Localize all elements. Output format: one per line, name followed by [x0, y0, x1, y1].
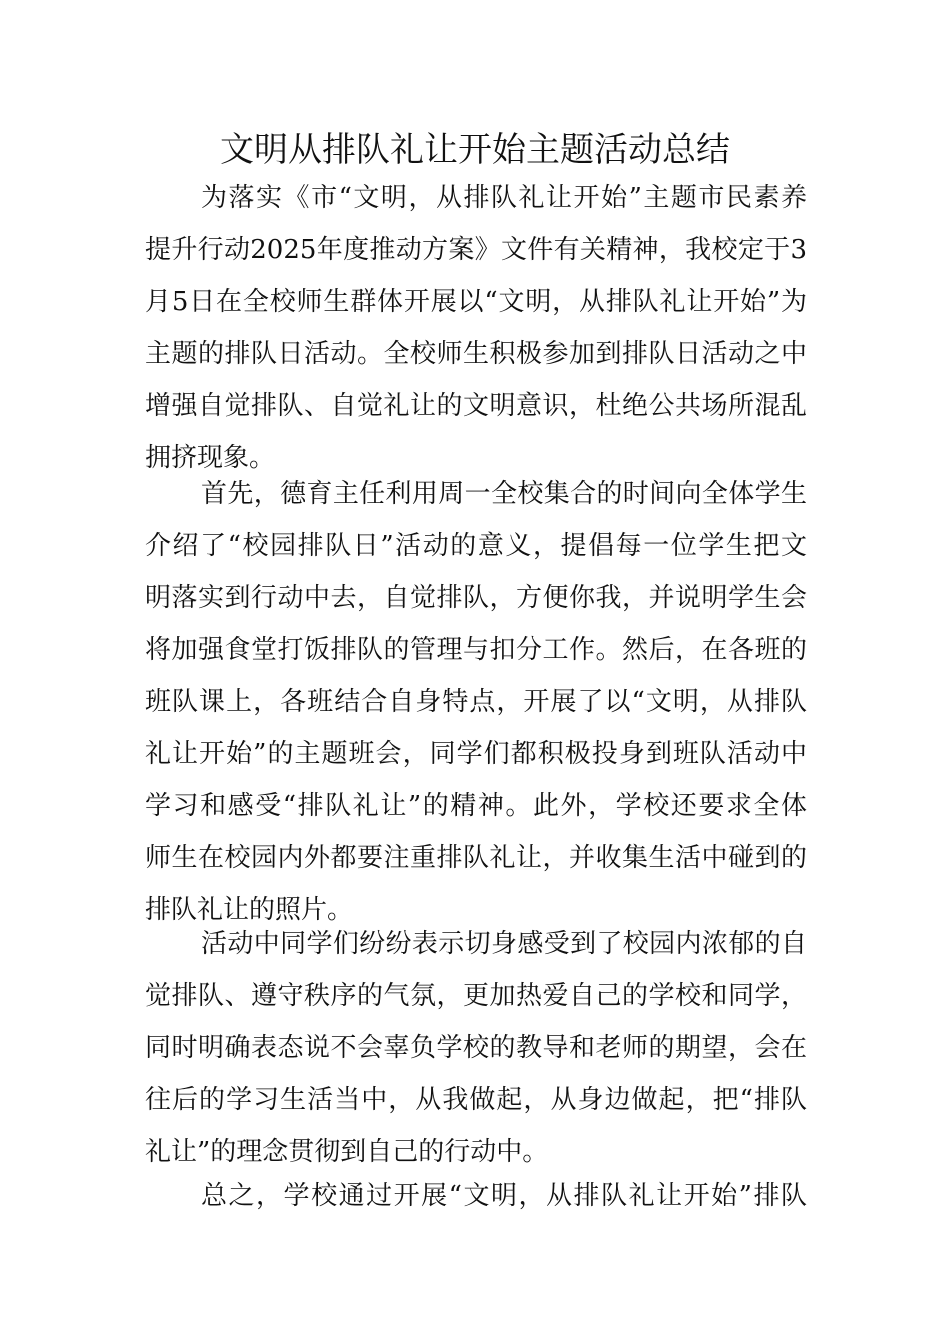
paragraph-line: 主题的排队日活动。全校师生积极参加到排队日活动之中 — [145, 339, 807, 369]
paragraph-line: 拥挤现象。 — [145, 443, 276, 473]
paragraph-line: 觉排队、遵守秩序的气氛，更加热爱自己的学校和同学， — [145, 981, 807, 1011]
paragraph-line: 为落实《市“文明，从排队礼让开始”主题市民素养 — [201, 183, 807, 213]
document-title: 文明从排队礼让开始主题活动总结 — [220, 130, 730, 170]
paragraph-line: 礼让开始”的主题班会，同学们都积极投身到班队活动中 — [145, 739, 807, 769]
paragraph-line: 同时明确表态说不会辜负学校的教导和老师的期望，会在 — [145, 1033, 807, 1063]
paragraph-line: 提升行动2025年度推动方案》文件有关精神，我校定于3 — [145, 235, 807, 265]
paragraph-line: 学习和感受“排队礼让”的精神。此外，学校还要求全体 — [145, 791, 807, 821]
paragraph-line: 排队礼让的照片。 — [145, 895, 354, 925]
paragraph-line: 师生在校园内外都要注重排队礼让，并收集生活中碰到的 — [145, 843, 807, 873]
paragraph-line: 介绍了“校园排队日”活动的意义，提倡每一位学生把文 — [145, 531, 807, 561]
paragraph-line: 活动中同学们纷纷表示切身感受到了校园内浓郁的自 — [201, 929, 807, 959]
paragraph-line: 将加强食堂打饭排队的管理与扣分工作。然后，在各班的 — [145, 635, 807, 665]
paragraph-line: 增强自觉排队、自觉礼让的文明意识，杜绝公共场所混乱 — [145, 391, 807, 421]
paragraph-line: 总之，学校通过开展“文明，从排队礼让开始”排队 — [201, 1181, 807, 1211]
paragraph-line: 班队课上，各班结合自身特点，开展了以“文明，从排队 — [145, 687, 807, 717]
paragraph-line: 礼让”的理念贯彻到自己的行动中。 — [145, 1137, 549, 1167]
paragraph-line: 明落实到行动中去，自觉排队，方便你我，并说明学生会 — [145, 583, 807, 613]
paragraph-line: 月5日在全校师生群体开展以“文明，从排队礼让开始”为 — [145, 287, 807, 317]
paragraph-line: 往后的学习生活当中，从我做起，从身边做起，把“排队 — [145, 1085, 807, 1115]
paragraph-line: 首先，德育主任利用周一全校集合的时间向全体学生 — [201, 479, 807, 509]
